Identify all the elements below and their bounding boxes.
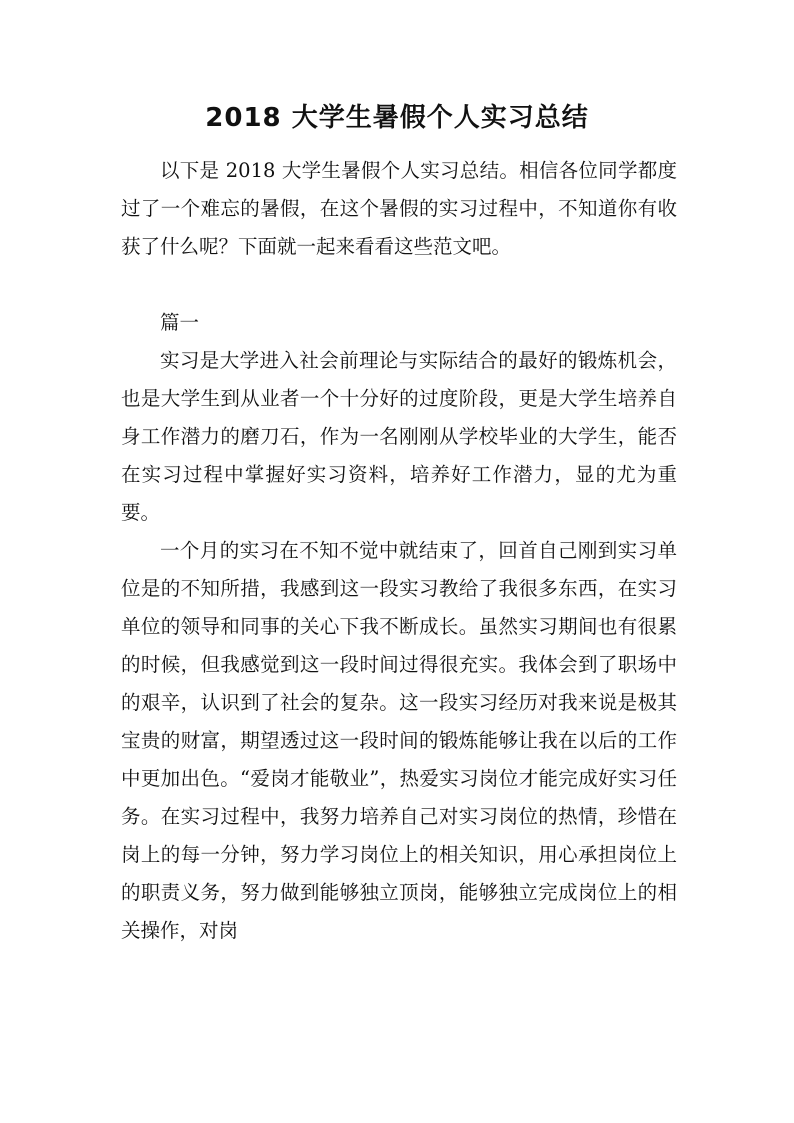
document-body: [121, 152, 677, 950]
body-paragraph-2: 一个月的实习在不知不觉中就结束了，回首自己刚到实习单位是的不知所措，我感到这一段实习教给了我很多东西，在实习单位的领导和同事的关心下我不断成长。虽然实习期间也有很累的时候，但我感觉到这一段时间过得很充实。我体会到了职场中的艰辛，认识到了社会的复杂。这一段实习经历对我来说是极其宝贵的财富，期望透过这一段时间的锻炼能够让我在以后的工作中更加出色。“爱岗才能敬业”，热爱实习岗位才能完成好实习任务。在实习过程中，我努力培养自己对实习岗位的热情，珍惜在岗上的每一分钟，努力学习岗位上的相关知识，用心承担岗位上的职责义务，努力做到能够独立顶岗，能够独立完成岗位上的相关操作，对岗: [121, 539, 677, 942]
section-heading: 篇一: [160, 311, 200, 334]
body-paragraph-1: 实习是大学进入社会前理论与实际结合的最好的锻炼机会，也是大学生到从业者一个十分好的过度阶段，更是大学生培养自身工作潜力的磨刀石，作为一名刚刚从学校毕业的大学生，能否在实习过程中掌握好实习资料，培养好工作潜力，显的尤为重要。: [121, 349, 677, 524]
page-title: 2018 大学生暑假个人实习总结: [205, 103, 589, 133]
intro-paragraph: 以下是 2018 大学生暑假个人实习总结。相信各位同学都度过了一个难忘的暑假，在这个暑假的实习过程中，不知道你有收获了什么呢？下面就一起来看看这些范文吧。: [121, 159, 677, 258]
